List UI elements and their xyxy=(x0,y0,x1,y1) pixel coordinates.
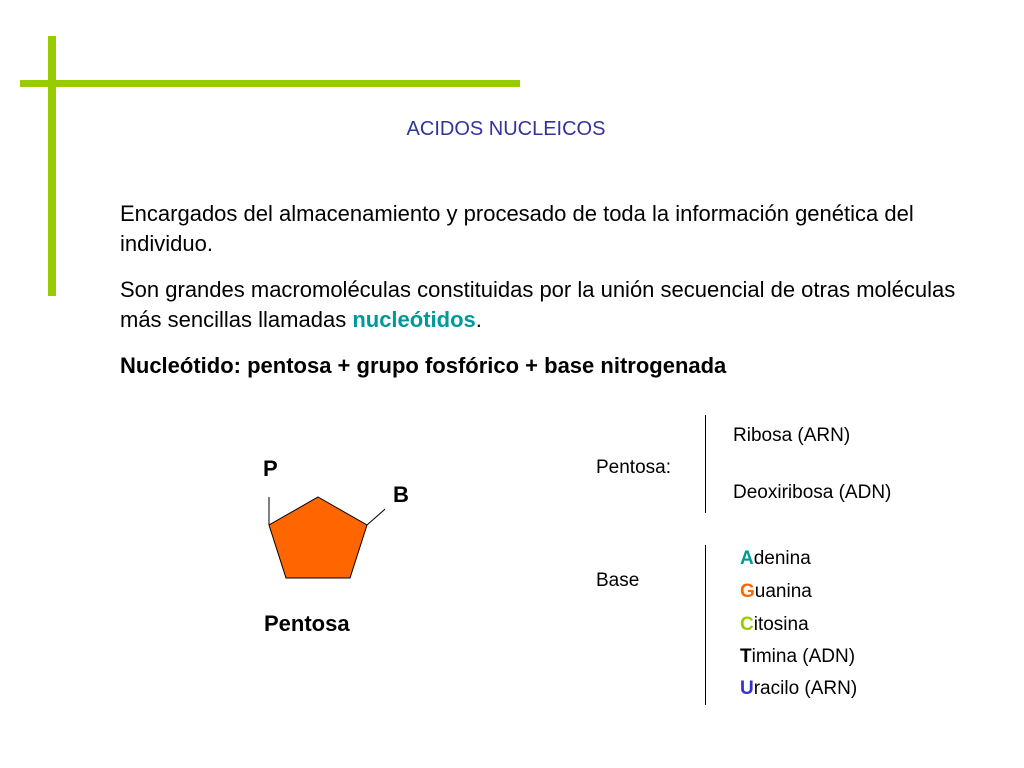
base-rest: denina xyxy=(753,548,811,569)
base-initial: G xyxy=(740,581,755,602)
slide-title: ACIDOS NUCLEICOS xyxy=(406,118,606,140)
pentagon-sugar-shape xyxy=(269,497,367,578)
base-rest: itosina xyxy=(753,614,809,635)
label-base: B xyxy=(393,482,409,507)
paragraph-composition xyxy=(120,275,1000,335)
base-initial: U xyxy=(740,678,754,699)
base-bracket-line xyxy=(705,545,706,705)
paragraph-function: Encargados del almacenamiento y procesado de toda la información genética del individuo. xyxy=(120,201,914,256)
base-item-adenina xyxy=(740,548,811,570)
base-category-label: Base xyxy=(596,570,640,591)
base-item-timina xyxy=(740,646,855,668)
base-bond-line xyxy=(367,503,385,525)
base-initial: C xyxy=(740,614,754,635)
base-initial: T xyxy=(740,646,752,667)
base-item-guanina xyxy=(740,581,812,603)
decorative-horizontal-bar xyxy=(20,80,520,87)
pentosa-category-label: Pentosa: xyxy=(596,457,671,478)
paragraph-composition-suffix: . xyxy=(475,307,482,332)
keyword-nucleotidos: nucleótidos xyxy=(352,307,476,332)
nucleotide-definition: Nucleótido: pentosa + grupo fosfórico + base nitrogenada xyxy=(120,353,727,378)
base-item-citosina xyxy=(740,614,809,636)
pentosa-item-ribosa: Ribosa (ARN) xyxy=(733,425,851,446)
base-rest: racilo (ARN) xyxy=(753,678,858,699)
paragraph-composition-text: Son grandes macromoléculas constituidas por la unión secuencial de otras moléculas más sencillas llamadas xyxy=(120,277,956,332)
pentosa-item-deoxiribosa: Deoxiribosa (ADN) xyxy=(733,482,892,503)
label-phosphate: P xyxy=(263,456,278,481)
pentosa-bracket-line xyxy=(705,415,706,513)
base-rest: imina (ADN) xyxy=(751,646,856,667)
base-initial: A xyxy=(740,548,754,569)
label-pentosa: Pentosa xyxy=(264,611,350,636)
base-rest: uanina xyxy=(754,581,812,602)
decorative-vertical-bar xyxy=(48,36,56,296)
base-item-uracilo xyxy=(740,678,857,700)
